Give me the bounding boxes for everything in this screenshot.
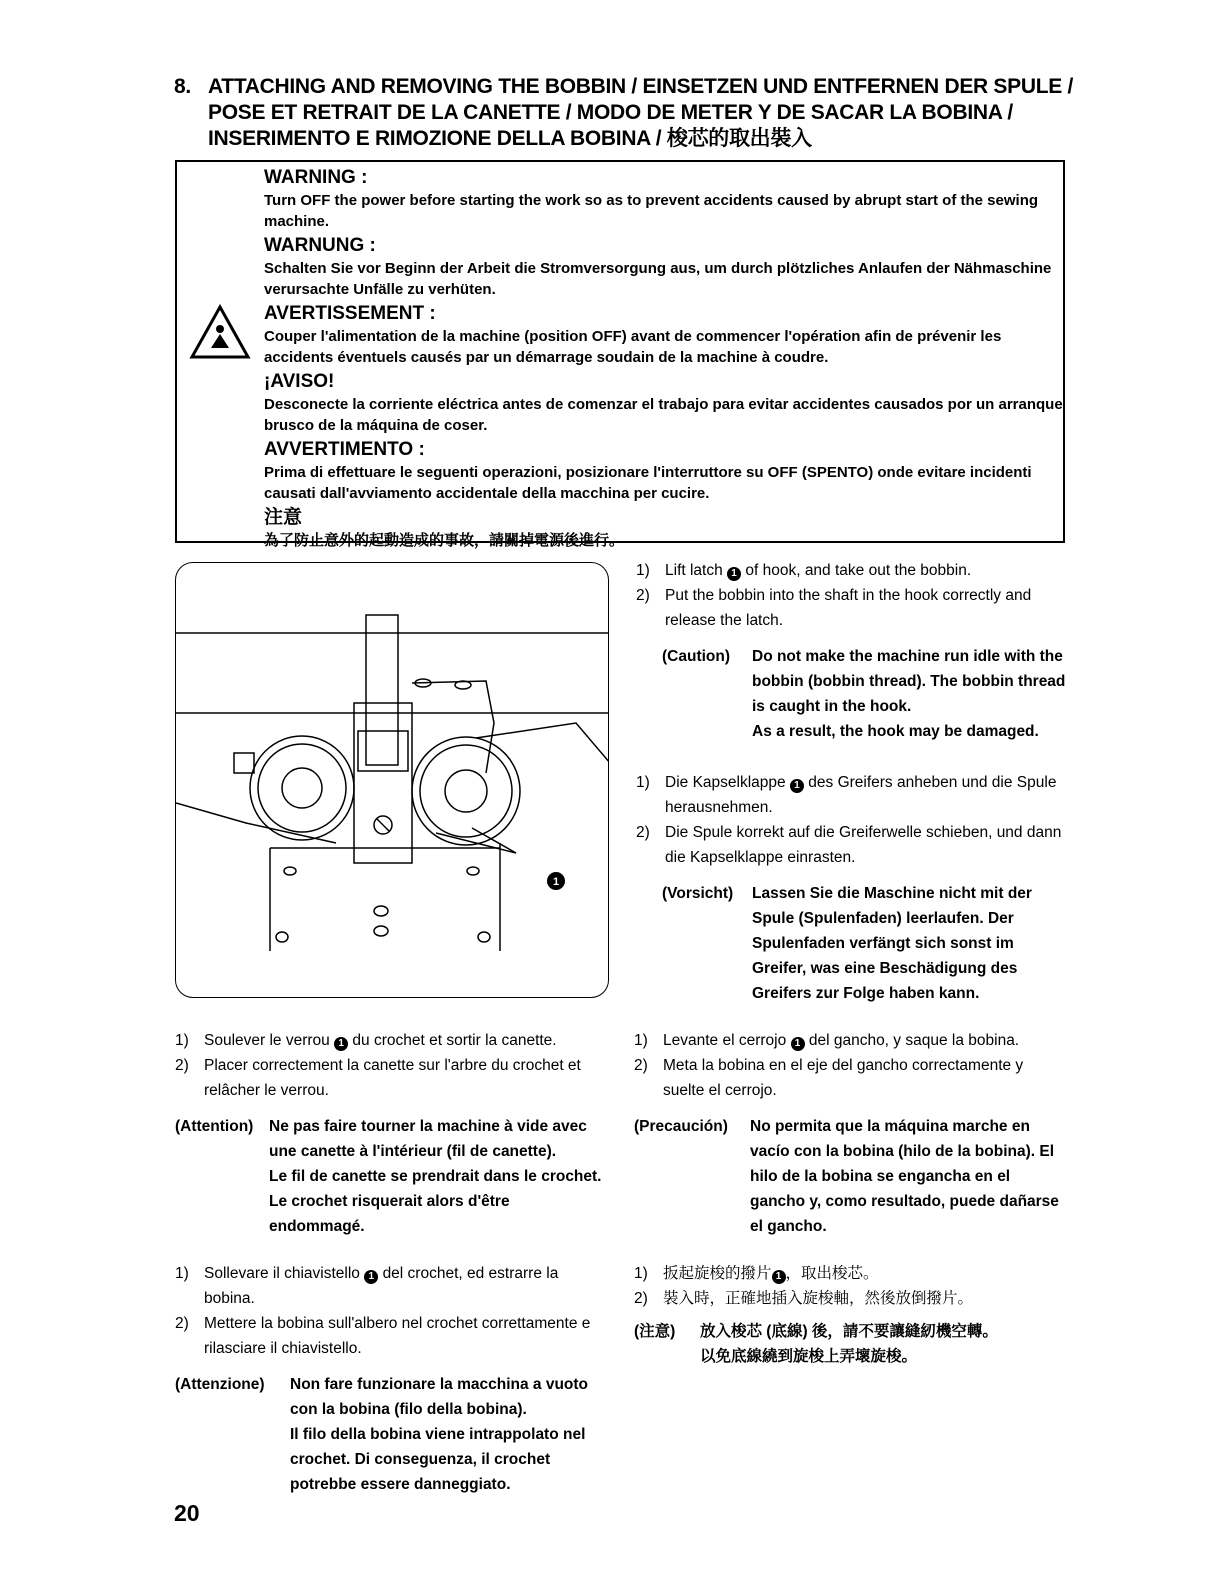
warning-body-it: Prima di effettuare le seguenti operazioni, posizionare l'interruttore su OFF (SPENTO) onde evitare incidenti causati dall'avviamento accidentale della macchina per cucire. — [264, 464, 1032, 502]
page-number: 20 — [174, 1500, 200, 1526]
list-item: 1) Levante el cerrojo 1 del gancho, y saque la bobina. — [634, 1028, 1068, 1053]
caution-es: (Precaución) No permita que la máquina marche en vacío con la bobina (hilo de la bobina). El hilo de la bobina se engancha en el gancho y, como resultado, puede dañarse el gancho. — [634, 1118, 1059, 1235]
list-item: 2) Put the bobbin into the shaft in the hook correctly and release the latch. — [636, 587, 1032, 629]
hook-diagram — [176, 563, 609, 998]
callout-bullet-icon — [727, 567, 741, 581]
list-item: 1) Soulever le verrou 1 du crochet et sortir la canette. — [175, 1028, 609, 1053]
list-item: 1) Sollevare il chiavistello 1 del crochet, ed estrarre la bobina. — [175, 1261, 609, 1311]
instructions-fr — [175, 1028, 609, 1239]
list-item: 2) Mettere la bobina sull'albero nel crochet correttamente e rilasciare il chiavistello. — [175, 1315, 591, 1357]
warning-title-fr: AVERTISSEMENT : — [264, 303, 436, 324]
warning-body-fr: Couper l'alimentation de la machine (position OFF) avant de commencer l'opération afin de prévenir les accidents éventuels causés par un démarrage soudain de la machine à coudre. — [264, 328, 1002, 366]
caution-de: (Vorsicht) Lassen Sie die Maschine nicht mit der Spule (Spulenfaden) leerlaufen. Der Spulenfaden verfängt sich sonst im Greifer, was eine Beschädigung des Greifers zur Folge haben kann. — [662, 885, 1032, 1002]
callout-bullet-icon — [772, 1270, 786, 1284]
section-number: 8. — [174, 75, 191, 98]
instructions-es — [634, 1028, 1068, 1239]
callout-bullet-icon — [790, 779, 804, 793]
warning-body-es: Desconecte la corriente eléctrica antes de comenzar el trabajo para evitar accidentes causados por un arranque brusco de la máquina de coser. — [264, 396, 1063, 434]
heading-line: INSERIMENTO E RIMOZIONE DELLA BOBINA / 梭芯的取出裝入 — [208, 127, 812, 150]
section-heading — [174, 74, 1094, 152]
warning-title-it: AVVERTIMENTO : — [264, 439, 425, 460]
list-item: 1) 扳起旋梭的撥片1 ，取出梭芯。 — [634, 1261, 1068, 1286]
warning-title-de: WARNUNG : — [264, 235, 376, 256]
caution-zh: (注意) 放入梭芯 (底線) 後，請不要讓縫紉機空轉。 以免底線繞到旋梭上弄壞旋梭。 — [634, 1323, 998, 1365]
heading-line: POSE ET RETRAIT DE LA CANETTE / MODO DE METER Y DE SACAR LA BOBINA / — [208, 101, 1013, 124]
warning-title-zh: 注意 — [264, 507, 303, 528]
caution-fr: (Attention) Ne pas faire tourner la machine à vide avec une canette à l'intérieur (fil de canette). Le fil de canette se prendrait dans le crochet. Le crochet risquerait alors d'être endommagé. — [175, 1118, 602, 1235]
instructions-de — [636, 770, 1068, 1006]
list-item: 1) Die Kapselklappe 1 des Greifers anheben und die Spule herausnehmen. — [636, 770, 1068, 820]
warning-box — [175, 160, 1065, 549]
warning-body-zh: 為了防止意外的起動造成的事故，請關掉電源後進行。 — [264, 532, 625, 549]
callout-label: 1 — [552, 876, 560, 888]
list-item: 2) Placer correctement la canette sur l'arbre du crochet et relâcher le verrou. — [175, 1057, 581, 1099]
list-item: 1) Lift latch 1 of hook, and take out the bobbin. — [636, 558, 1068, 583]
warning-triangle-icon — [189, 304, 251, 360]
caution-en: (Caution) Do not make the machine run idle with the bobbin (bobbin thread). The bobbin thread is caught in the hook. As a result, the hook may be damaged. — [662, 648, 1066, 740]
instructions-it — [175, 1261, 609, 1497]
instructions-zh — [634, 1261, 1068, 1369]
warning-title-en: WARNING : — [264, 167, 368, 188]
callout-bullet-icon — [791, 1037, 805, 1051]
list-item: 2) Die Spule korrekt auf die Greiferwelle schieben, und dann die Kapselklappe einrasten. — [636, 824, 1062, 866]
callout-bullet-icon — [334, 1037, 348, 1051]
bobbin-hook-illustration — [175, 562, 609, 998]
instructions-en — [636, 558, 1068, 744]
warning-body-en: Turn OFF the power before starting the work so as to prevent accidents caused by abrupt start of the sewing machine. — [264, 192, 1039, 230]
list-item: 2) 裝入時，正確地插入旋梭軸，然後放倒撥片。 — [634, 1290, 974, 1307]
list-item: 2) Meta la bobina en el eje del gancho correctamente y suelte el cerrojo. — [634, 1057, 1024, 1099]
callout-bullet-icon — [364, 1270, 378, 1284]
warning-body-de: Schalten Sie vor Beginn der Arbeit die Stromversorgung aus, um durch plötzliches Anlaufen der Nähmaschine verursachte Unfälle zu verhüten. — [264, 260, 1052, 298]
warning-title-es: ¡AVISO! — [264, 371, 335, 392]
heading-line: ATTACHING AND REMOVING THE BOBBIN / EINSETZEN UND ENTFERNEN DER SPULE / — [208, 75, 1074, 98]
caution-it: (Attenzione) Non fare funzionare la macchina a vuoto con la bobina (filo della bobina). Il filo della bobina viene intrappolato nel crochet. Di conseguenza, il crochet potrebbe essere danneggiato. — [175, 1376, 589, 1493]
